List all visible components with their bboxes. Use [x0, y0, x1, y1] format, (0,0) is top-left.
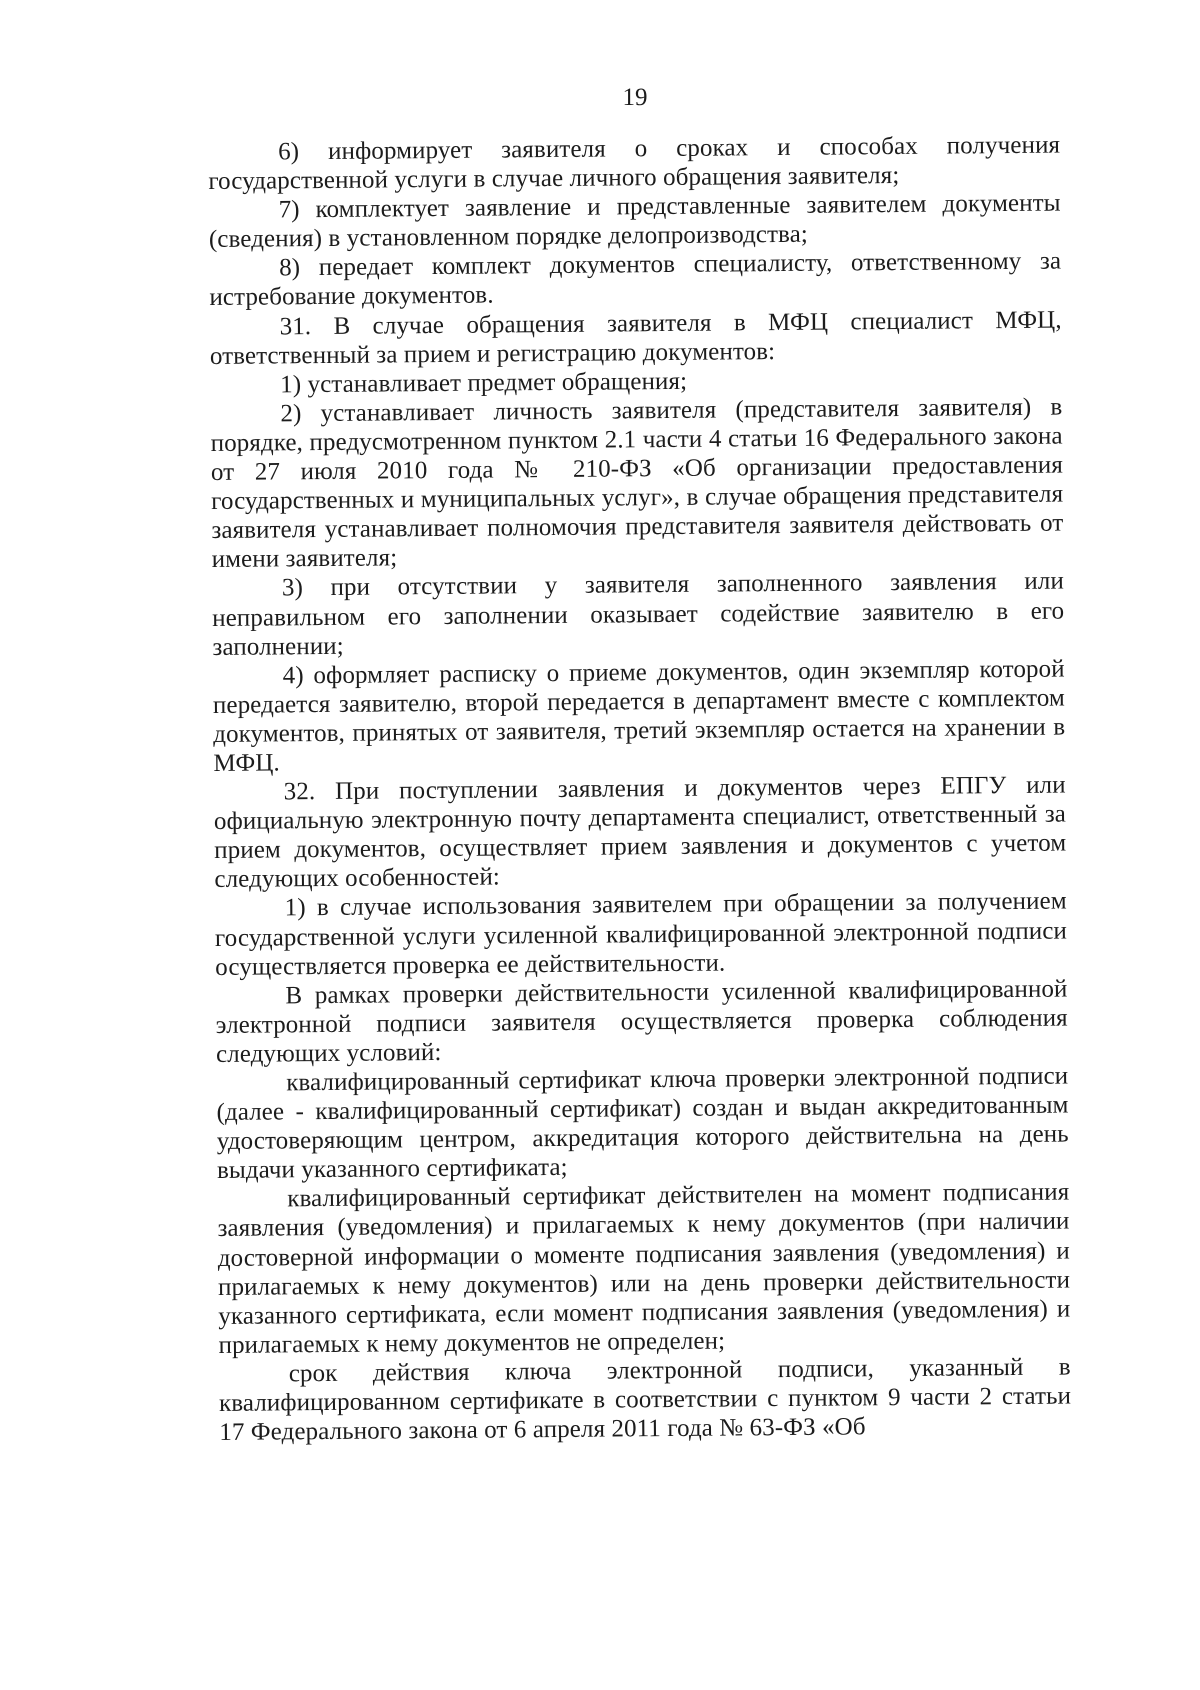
- paragraph-condition-2: квалифицированный сертификат действителен на момент подписания заявления (уведомления) и прилагаемых к нему документов (при наличии достоверной информации о моменте подписания заявления (уведомления) и прилагаемых к нему документов) или на день проверки действительности указанного сертификата, если момент подписания заявления (уведомления) и прилагаемых к нему документов не определен;: [217, 1178, 1071, 1359]
- page-number: 19: [622, 84, 648, 111]
- paragraph-31-item-4: 4) оформляет расписку о приеме документов, один экземпляр которой передается заявителю, второй передается в департамент вместе с комплектом документов, принятых от заявителя, третий экземпляр остается на хранении в МФЦ.: [212, 655, 1066, 777]
- paragraph-31-item-1: 1) устанавливает предмет обращения;: [280, 367, 688, 399]
- paragraph-item-8: 8) передает комплект документов специалисту, ответственному за истребование документов.: [209, 247, 1062, 312]
- paragraph-section-31: 31. В случае обращения заявителя в МФЦ специалист МФЦ, ответственный за прием и регистрацию документов:: [209, 306, 1062, 370]
- paragraph-31-item-3: 3) при отсутствии у заявителя заполненного заявления или неправильном его заполнении оказывает содействие заявителю в его заполнении;: [212, 567, 1065, 661]
- paragraph-verification-intro: В рамках проверки действительности усиленной квалифицированной электронной подписи заявителя осуществляется проверка соблюдения следующих условий:: [215, 975, 1068, 1068]
- paragraph-condition-3: срок действия ключа электронной подписи, указанный в квалифицированном сертификате в соответствии с пунктом 9 части 2 статьи 17 Федерального закона от 6 апреля 2011 года № 63-ФЗ «Об: [218, 1353, 1072, 1447]
- paragraph-section-32: 32. При поступлении заявления и документов через ЕПГУ или официальную электронную почту департамента специалист, ответственный за прием документов, осуществляет прием заявления и документов с учетом следующих особенностей:: [213, 771, 1067, 894]
- paragraph-31-item-2: 2) устанавливает личность заявителя (представителя заявителя) в порядке, предусмотренном пунктом 2.1 части 4 статьи 16 Федерального закона от 27 июля 2010 года № 210-ФЗ «Об организации предоставления государственных и муниципальных услуг», в случае обращения представителя заявителя устанавливает полномочия представителя заявителя действовать от имени заявителя;: [210, 393, 1064, 574]
- paragraph-item-7: 7) комплектует заявление и представленные заявителем документы (сведения) в установленном порядке делопроизводства;: [208, 189, 1061, 254]
- paragraph-32-item-1: 1) в случае использования заявителем при обращении за получением государственной услуги усиленной квалифицированной электронной подписи осуществляется проверка ее действительности.: [214, 887, 1068, 981]
- document-body: [208, 131, 1071, 1448]
- paragraph-condition-1: квалифицированный сертификат ключа проверки электронной подписи (далее - квалифицированный сертификат) создан и выдан аккредитованным удостоверяющим центром, аккредитация которого действительна на день выдачи указанного сертификата;: [216, 1062, 1069, 1185]
- paragraph-item-6: 6) информирует заявителя о сроках и способах получения государственной услуги в случае личного обращения заявителя;: [208, 131, 1061, 196]
